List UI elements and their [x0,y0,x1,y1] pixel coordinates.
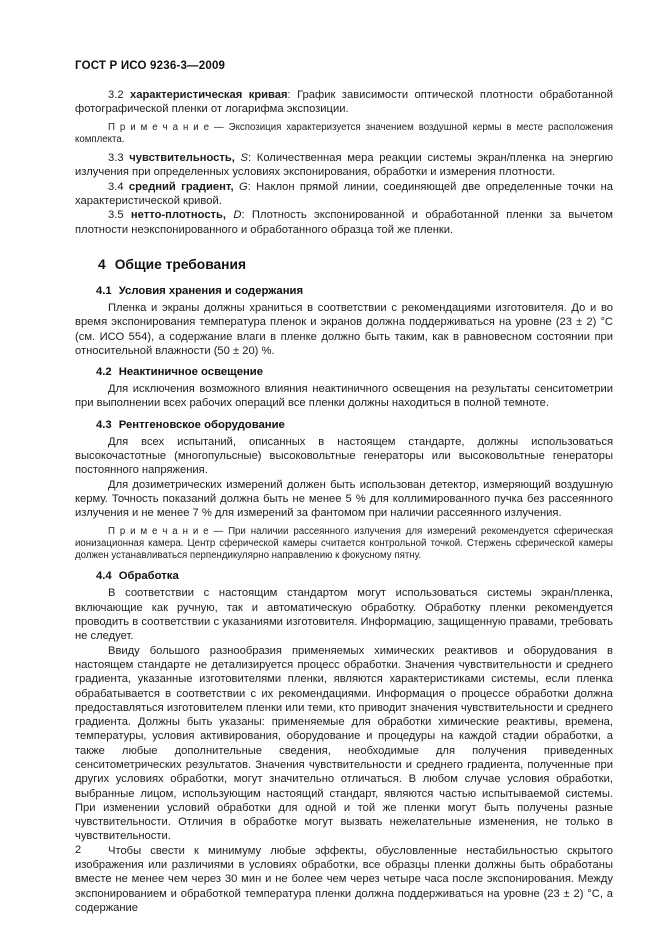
page-number: 2 [75,844,82,856]
definition-3-2 [75,88,613,117]
subsection-heading-4-3 [75,419,613,431]
subsection-title: Обработка [118,570,179,583]
subsection-number: 4.1 [96,284,112,297]
paragraph-4-2: Для исключения возможного влияния неактиничного освещения на результаты сенситометрии при выполнении всех рабочих операций все пленки должны находиться в полной темноте. [75,383,613,410]
subsection-number: 4.3 [96,418,112,431]
subsection-title: Неактиничное освещение [118,366,264,379]
definition-text: : Наклон прямой линии, соединяющей две определенные точки на характеристической кривой. [75,180,613,208]
definition-number: 3.2 [108,89,131,101]
page-content [75,88,613,915]
definition-symbol: S [240,152,248,165]
paragraph-4-4-1: В соответствии с настоящим стандартом могут использоваться системы экран/пленка, включающие как ручную, так и автоматическую обработку. Обработку пленки рекомендуется проводить в соответствии с указаниями изготовителя. Информацию, защищенную правами, требовать не следует. [75,587,613,643]
definition-term: характеристическая кривая [130,89,288,101]
section-heading-4 [75,257,613,272]
note-scattered-radiation: П р и м е ч а н и е — При наличии рассеянного излучения для измерений рекомендуется сферическая ионизационная камера. Центр сферической камеры считается контрольной точкой. Стержень сферической камеры должен устанавливаться перпендикулярно направлению к фокусному пятну. [75,525,613,562]
definition-number: 3.5 [108,209,131,222]
paragraph-4-4-2: Ввиду большого разнообразия применяемых химических реактивов и оборудования в настоящем стандарте не детализируется процесс обработки. Значения чувствительности и среднего градиента, указанные изготовителями пленки, являются характеристиками системы, если пленка обрабатывается в соответствии с их рекомендациями. Информация о процессе обработки должна предоставляться изготовителем пленки или теми, кто приводит значения чувствительности и среднего градиента. Должны быть указаны: применяемые для обработки химические реактивы, времена, температуры, условия активирования, оборудование и процедуры на каждой стадии обработки, а также любые дополнительные сведения, необходимые для получения приведенных сенситометрических результатов. Значения чувствительности и среднего градиента, полученные при других условиях обработки, могут значительно отличаться. В любом случае условия обработки, выбранные лицом, использующим настоящий стандарт, являются частью испытываемой системы. При изменении условий обработки для одной и той же пленки могут быть получены разные чувствительности. Отличия в обработке могут вызвать нежелательные изменения, не только в чувствительности. [75,644,613,843]
definition-text: : Количественная мера реакции системы экран/пленка на энергию излучения при определенных условиях экспонирования, обработки и измерения плотности. [75,152,613,179]
paragraph-4-3-2: Для дозиметрических измерений должен быть использован детектор, измеряющий воздушную керму. Точность показаний должна быть не менее 5 % для коллимированного пучка без рассеянного излучения и не менее 7 % для измерений за фантомом при наличии рассеянного излучения. [75,478,613,520]
definition-3-3 [75,151,613,180]
definition-term: нетто-плотность, [130,209,234,222]
subsection-heading-4-4 [75,570,613,582]
paragraph-4-3-1: Для всех испытаний, описанных в настоящем стандарте, должны использоваться высокочастотные (многопульсные) высоковольтные генераторы или высоковольтные генераторы постоянного напряжения. [75,435,613,477]
definition-number: 3.4 [108,180,129,193]
subsection-title: Рентгеновское оборудование [118,418,285,431]
note-exposure: П р и м е ч а н и е — Экспозиция характеризуется значением воздушной кермы в месте расположения комплекта. [75,121,613,145]
subsection-heading-4-2 [75,366,613,378]
subsection-number: 4.4 [96,570,112,583]
paragraph-4-1: Пленка и экраны должны храниться в соответствии с рекомендациями изготовителя. До и во время экспонирования температура пленок и экранов должна поддерживаться на уровне (23 ± 2) °С (см. ИСО 554), а содержание влаги в пленке должно быть таким, как в равновесном состоянии при относительной влажности (50 ± 20) %. [75,301,613,357]
subsection-number: 4.2 [96,366,112,379]
definition-number: 3.3 [108,152,130,165]
definition-symbol: D [233,209,242,222]
definition-term: чувствительность, [129,152,241,165]
definition-3-4 [75,180,613,209]
definition-text: : График зависимости оптической плотности обработанной фотографической пленки от логарифма экспозиции. [75,89,613,116]
definition-term: средний градиент, [128,180,239,193]
definition-3-5 [75,208,613,237]
subsection-title: Условия хранения и содержания [118,284,304,297]
definition-text: : Плотность экспонированной и обработанной пленки за вычетом плотности неэкспонированного и обработанного образца той же пленки. [75,209,613,236]
paragraph-4-4-3: Чтобы свести к минимуму любые эффекты, обусловленные нестабильностью скрытого изображения или различиями в условиях обработки, все образцы пленки должны быть обработаны вместе не менее чем через 30 мин и не более чем через четыре часа после экспонирования. Между экспонированием и обработкой температура пленки должна поддерживаться на уровне (23 ± 2) °С, а содержание [75,844,613,914]
running-header: ГОСТ Р ИСО 9236-3—2009 [75,60,226,72]
subsection-heading-4-1 [75,285,613,297]
definition-symbol: G [238,180,248,193]
section-number: 4 [98,256,106,272]
section-title: Общие требования [114,256,247,272]
